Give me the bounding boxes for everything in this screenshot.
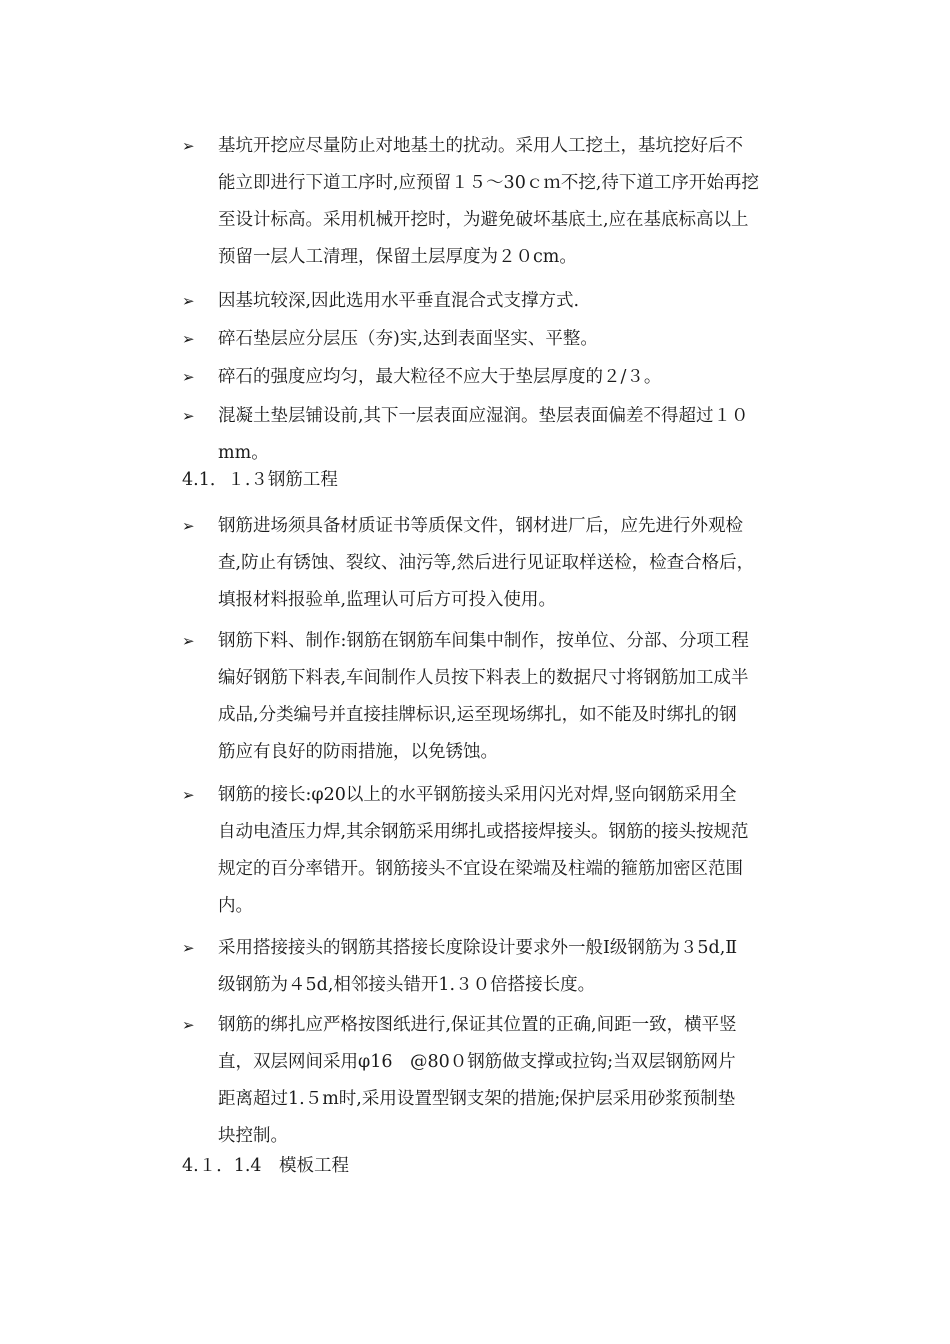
list-item — [182, 930, 822, 1004]
paragraph-line: 筋应有良好的防雨措施，以免锈蚀。 — [218, 742, 498, 762]
paragraph-line: 距离超过1.５m时,采用设置型钢支架的措施;保护层采用砂浆预制垫 — [218, 1089, 736, 1109]
bullet-arrow-icon: ➢ — [182, 517, 195, 535]
list-item — [182, 508, 822, 619]
paragraph-line: 块控制。 — [218, 1126, 288, 1146]
paragraph-line: 级钢筋为４5d,相邻接头错开1.３０倍搭接长度。 — [218, 975, 596, 995]
list-item — [182, 128, 822, 276]
bullet-arrow-icon: ➢ — [182, 786, 195, 804]
paragraph-line: 钢筋进场须具备材质证书等质保文件，钢材进厂后，应先进行外观检 — [218, 516, 743, 536]
paragraph-line: 钢筋的接长:φ20以上的水平钢筋接头采用闪光对焊,竖向钢筋采用全 — [218, 785, 737, 805]
paragraph-line: 混凝土垫层铺设前,其下一层表面应湿润。垫层表面偏差不得超过１０ — [218, 406, 749, 426]
paragraph-line: 预留一层人工清理，保留土层厚度为２０cm。 — [218, 247, 577, 267]
paragraph-line: 成品,分类编号并直接挂牌标识,运至现场绑扎，如不能及时绑扎的钢 — [218, 705, 737, 725]
bullet-arrow-icon: ➢ — [182, 292, 195, 310]
paragraph-line: 因基坑较深,因此选用水平垂直混合式支撑方式. — [218, 291, 580, 311]
bullet-arrow-icon: ➢ — [182, 330, 195, 348]
paragraph-line: 内。 — [218, 896, 253, 916]
paragraph-line: 钢筋的绑扎应严格按图纸进行,保证其位置的正确,间距一致，横平竖 — [218, 1015, 737, 1035]
section-heading: 4.１．1.4 模板工程 — [182, 1156, 350, 1176]
bullet-arrow-icon: ➢ — [182, 137, 195, 155]
bullet-arrow-icon: ➢ — [182, 939, 195, 957]
paragraph-line: 规定的百分率错开。钢筋接头不宜设在梁端及柱端的箍筋加密区范围 — [218, 859, 743, 879]
paragraph-line: 碎石垫层应分层压（夯)实,达到表面坚实、平整。 — [218, 329, 598, 349]
bullet-arrow-icon: ➢ — [182, 368, 195, 386]
paragraph-line: 能立即进行下道工序时,应预留１５～30ｃｍ不挖,待下道工序开始再挖 — [218, 173, 759, 193]
list-item — [182, 398, 822, 472]
paragraph-line: 至设计标高。采用机械开挖时，为避免破坏基底土,应在基底标高以上 — [218, 210, 749, 230]
paragraph-line: 直，双层网间采用φ16 @80０钢筋做支撑或拉钩;当双层钢筋网片 — [218, 1052, 736, 1072]
list-item — [182, 623, 822, 771]
list-item — [182, 1007, 822, 1155]
bullet-arrow-icon: ➢ — [182, 407, 195, 425]
bullet-arrow-icon: ➢ — [182, 632, 195, 650]
paragraph-line: 自动电渣压力焊,其余钢筋采用绑扎或搭接焊接头。钢筋的接头按规范 — [218, 822, 749, 842]
list-item — [182, 777, 822, 925]
list-item — [182, 359, 822, 396]
paragraph-line: 编好钢筋下料表,车间制作人员按下料表上的数据尺寸将钢筋加工成半 — [218, 668, 749, 688]
paragraph-line: 查,防止有锈蚀、裂纹、油污等,然后进行见证取样送检，检查合格后， — [218, 553, 755, 573]
list-item — [182, 321, 822, 358]
paragraph-line: 钢筋下料、制作:钢筋在钢筋车间集中制作，按单位、分部、分项工程 — [218, 631, 749, 651]
paragraph-line: 填报材料报验单,监理认可后方可投入使用。 — [218, 590, 557, 610]
paragraph-line: 采用搭接接头的钢筋其搭接长度除设计要求外一般Ⅰ级钢筋为３5d,Ⅱ — [218, 938, 738, 958]
list-item — [182, 283, 822, 320]
section-heading: 4.1．１.３钢筋工程 — [182, 470, 338, 490]
paragraph-line: 碎石的强度应均匀，最大粒径不应大于垫层厚度的２/３。 — [218, 367, 662, 387]
bullet-arrow-icon: ➢ — [182, 1016, 195, 1034]
paragraph-line: 基坑开挖应尽量防止对地基土的扰动。采用人工挖土，基坑挖好后不 — [218, 136, 743, 156]
paragraph-line: mm。 — [218, 443, 269, 463]
